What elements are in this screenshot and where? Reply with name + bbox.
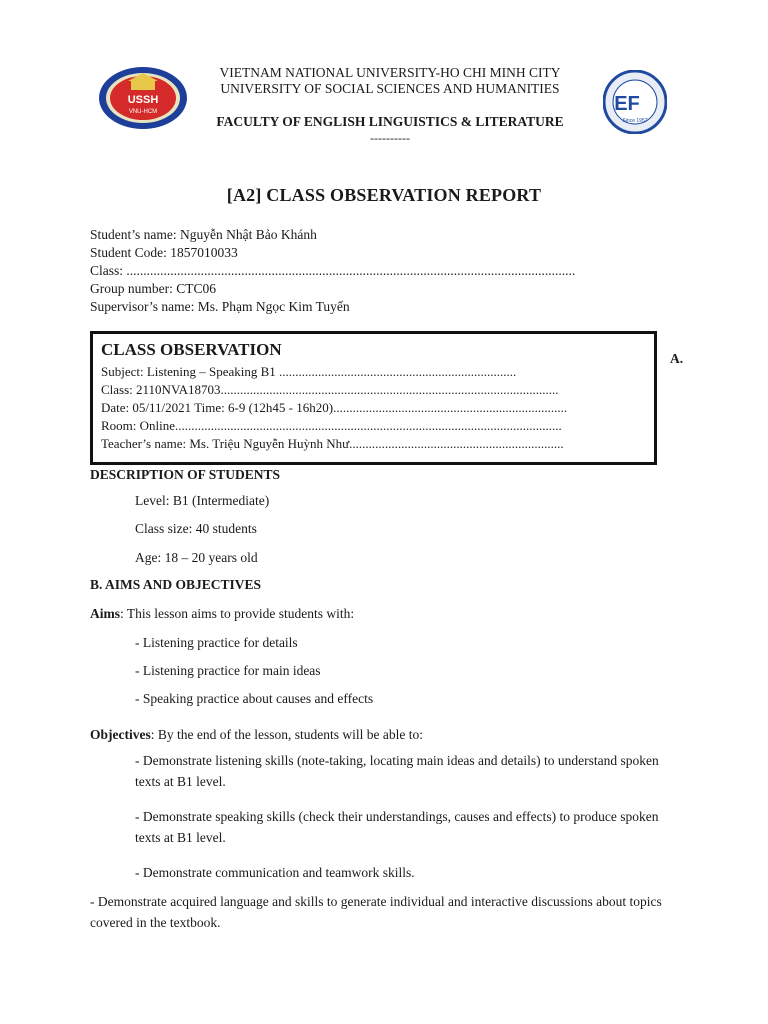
university-name: VIETNAM NATIONAL UNIVERSITY-HO CHI MINH CITY bbox=[219, 65, 561, 80]
student-name: Student’s name: Nguyễn Nhật Bảo Khánh bbox=[90, 227, 317, 242]
objectives-label: Objectives bbox=[90, 727, 151, 742]
objective-item: - Demonstrate communication and teamwork skills. bbox=[135, 865, 415, 880]
group-number: Group number: CTC06 bbox=[90, 281, 216, 296]
ussh-logo bbox=[98, 66, 188, 130]
observation-room: Room: Online....................................................................................................................... bbox=[101, 418, 562, 433]
aims-item: - Speaking practice about causes and effects bbox=[135, 691, 374, 706]
student-class: Class: ..................................................................................................................................... bbox=[90, 263, 576, 278]
class-size: Class size: 40 students bbox=[135, 521, 257, 536]
university-school: UNIVERSITY OF SOCIAL SCIENCES AND HUMANITIES bbox=[220, 81, 560, 96]
ussh-logo-text: USSH bbox=[127, 94, 159, 106]
observation-class: Class: 2110NVA18703........................................................................................................ bbox=[101, 382, 559, 397]
objectives-text: : By the end of the lesson, students will be able to: bbox=[150, 727, 423, 742]
student-level: Level: B1 (Intermediate) bbox=[135, 493, 270, 508]
ef-logo-e: EF bbox=[614, 93, 640, 115]
faculty-logo bbox=[603, 70, 667, 134]
objectives-intro bbox=[90, 724, 423, 745]
observation-date: Date: 05/11/2021 Time: 6-9 (12h45 - 16h20)........................................................................ bbox=[101, 400, 568, 415]
ussh-logo-subtext: VNU-HCM bbox=[128, 109, 158, 115]
header-divider: ---------- bbox=[370, 131, 410, 145]
aims-heading: B. AIMS AND OBJECTIVES bbox=[90, 577, 262, 592]
objective-item: - Demonstrate listening skills (note-taking, locating main ideas and details) to understand spoken texts at B1 level. bbox=[135, 753, 659, 789]
student-code: Student Code: 1857010033 bbox=[90, 245, 238, 260]
student-age: Age: 18 – 20 years old bbox=[135, 550, 258, 565]
observation-subject: Subject: Listening – Speaking B1 ......................................................................... bbox=[101, 364, 517, 379]
aims-item: - Listening practice for details bbox=[135, 635, 298, 650]
observation-box bbox=[90, 331, 657, 465]
faculty-name: FACULTY OF ENGLISH LINGUISTICS & LITERATURE bbox=[216, 114, 564, 129]
aims-intro bbox=[90, 603, 354, 624]
report-title: [A2] CLASS OBSERVATION REPORT bbox=[226, 185, 542, 205]
aims-text: : This lesson aims to provide students with: bbox=[120, 606, 355, 621]
description-heading: DESCRIPTION OF STUDENTS bbox=[90, 467, 281, 482]
supervisor-name: Supervisor’s name: Ms. Phạm Ngọc Kim Tuyến bbox=[90, 299, 350, 314]
final-objective: - Demonstrate acquired language and skills to generate individual and interactive discussions about topics covered in the textbook. bbox=[90, 894, 662, 930]
section-a-marker: A. bbox=[670, 351, 684, 366]
objective-item: - Demonstrate speaking skills (check their understandings, causes and effects) to produce spoken texts at B1 level. bbox=[135, 809, 659, 845]
ef-logo-subtext: Since 1957 bbox=[622, 118, 648, 124]
aims-item: - Listening practice for main ideas bbox=[135, 663, 321, 678]
observation-teacher: Teacher’s name: Ms. Triệu Nguyễn Huỳnh Như.................................................................. bbox=[101, 436, 564, 451]
observation-title: CLASS OBSERVATION bbox=[101, 340, 282, 359]
aims-label: Aims bbox=[90, 606, 120, 621]
